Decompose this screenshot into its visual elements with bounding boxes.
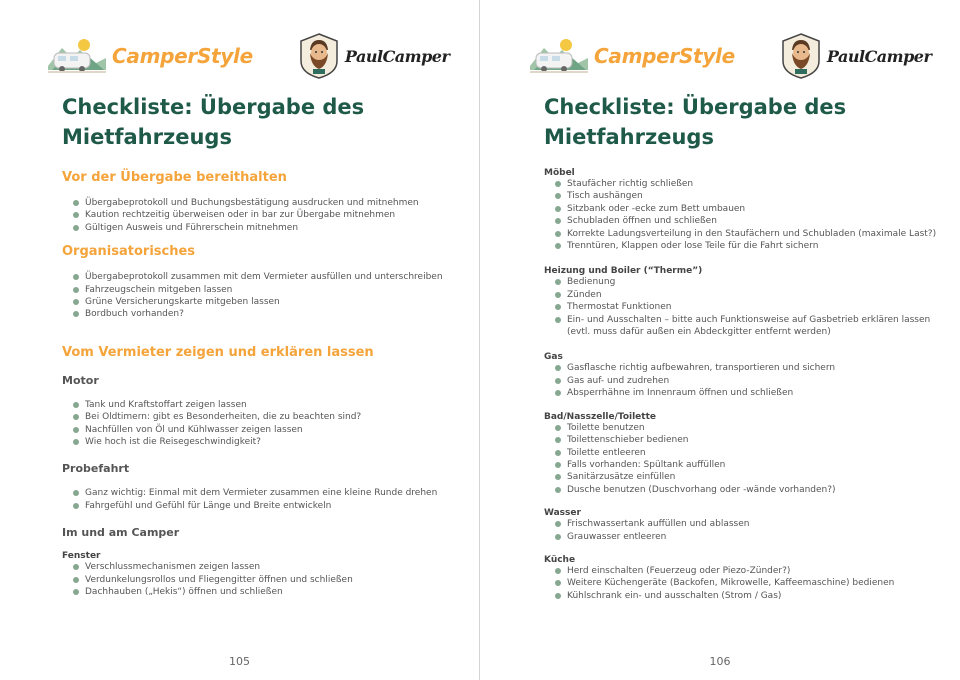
- title-line-2: Mietfahrzeugs: [544, 125, 714, 149]
- list-item: Schubladen öffnen und schließen: [555, 215, 944, 227]
- subheading-kitchen: Küche: [544, 554, 576, 565]
- camper-van-icon: [46, 36, 108, 76]
- section-heading-landlord: Vom Vermieter zeigen und erklären lassen: [62, 344, 374, 360]
- list-item: Bedienung: [555, 276, 944, 288]
- left-content: [62, 170, 462, 599]
- subheading-windows: Fenster: [62, 551, 101, 562]
- list-item: Toilette entleeren: [555, 447, 944, 459]
- list-item: Grüne Versicherungskarte mitgeben lassen: [73, 296, 462, 308]
- list-item: Übergabeprotokoll zusammen mit dem Vermieter ausfüllen und unterschreiben: [73, 271, 462, 283]
- list-item: Weitere Küchengeräte (Backofen, Mikrowelle, Kaffeemaschine) bedienen: [555, 577, 944, 589]
- gas-list: [555, 362, 944, 399]
- page-right: [480, 0, 960, 680]
- list-item: Toilette benutzen: [555, 422, 944, 434]
- subheading-furniture: Möbel: [544, 168, 575, 178]
- list-item: Grauwasser entleeren: [555, 531, 944, 543]
- list-item: Zünden: [555, 289, 944, 301]
- list-item: Übergabeprotokoll und Buchungsbestätigung ausdrucken und mitnehmen: [73, 197, 462, 209]
- list-item: Sitzbank oder -ecke zum Bett umbauen: [555, 203, 944, 215]
- list-item: Falls vorhanden: Spültank auffüllen: [555, 459, 944, 471]
- list-item: Verdunkelungsrollos und Fliegengitter öffnen und schließen: [73, 574, 462, 586]
- subheading-bathroom: Bad/Nasszelle/Toilette: [544, 411, 656, 422]
- right-content: [544, 168, 944, 602]
- testdrive-list: [73, 487, 462, 512]
- subheading-heating: Heizung und Boiler (“Therme”): [544, 266, 703, 277]
- title-line-2: Mietfahrzeugs: [62, 125, 232, 149]
- water-list: [555, 518, 944, 543]
- logo-bar: [46, 28, 449, 84]
- subheading-water: Wasser: [544, 508, 581, 519]
- section-heading-prepare: Vor der Übergabe bereithalten: [62, 170, 287, 185]
- list-item: Sanitärzusätze einfüllen: [555, 471, 944, 483]
- bathroom-list: [555, 422, 944, 496]
- list-item: Staufächer richtig schließen: [555, 178, 944, 190]
- camperstyle-logo: [46, 36, 253, 76]
- paulcamper-wordmark: PaulCamper: [344, 46, 450, 66]
- logo-bar: [528, 28, 931, 84]
- paulcamper-wordmark: PaulCamper: [826, 46, 932, 66]
- bearded-man-badge-icon: [781, 33, 821, 79]
- list-item: Dachhauben („Hekis“) öffnen und schließen: [73, 586, 462, 598]
- list-item: Fahrgefühl und Gefühl für Länge und Breite entwickeln: [73, 500, 462, 512]
- kitchen-list: [555, 565, 944, 602]
- list-item: Absperrhähne im Innenraum öffnen und schließen: [555, 387, 944, 399]
- list-item: Gasflasche richtig aufbewahren, transportieren und sichern: [555, 362, 944, 374]
- list-item: Fahrzeugschein mitgeben lassen: [73, 284, 462, 296]
- list-item: Korrekte Ladungsverteilung in den Staufächern und Schubladen (maximale Last?): [555, 228, 944, 240]
- page-title: [62, 92, 422, 152]
- subheading-testdrive: Probefahrt: [62, 462, 130, 476]
- list-item: Tank und Kraftstoffart zeigen lassen: [73, 399, 462, 411]
- subheading-camper: Im und am Camper: [62, 526, 180, 540]
- list-item: Gas auf- und zudrehen: [555, 375, 944, 387]
- list-item: Tisch aushängen: [555, 190, 944, 202]
- section-heading-organisational: Organisatorisches: [62, 244, 196, 260]
- list-item: Frischwassertank auffüllen und ablassen: [555, 518, 944, 530]
- list-item: Bordbuch vorhanden?: [73, 308, 462, 320]
- page-title: [544, 92, 904, 152]
- windows-list: [73, 561, 462, 598]
- list-item: Wie hoch ist die Reisegeschwindigkeit?: [73, 436, 462, 448]
- camperstyle-wordmark: CamperStyle: [112, 44, 253, 68]
- camperstyle-logo: [528, 36, 735, 76]
- list-item: Ganz wichtig: Einmal mit dem Vermieter zusammen eine kleine Runde drehen: [73, 487, 462, 499]
- subheading-gas: Gas: [544, 352, 563, 363]
- paulcamper-logo: [299, 33, 450, 79]
- bearded-man-badge-icon: [299, 33, 339, 79]
- list-item: Ein- und Ausschalten – bitte auch Funktionsweise auf Gasbetrieb erklären lassen (evtl. muss dafür außen ein Abdeckgitter entfernt werden): [555, 314, 944, 339]
- camper-van-icon: [528, 36, 590, 76]
- title-line-1: Checkliste: Übergabe des: [544, 95, 847, 119]
- list-item: Dusche benutzen (Duschvorhang oder -wände vorhanden?): [555, 484, 944, 496]
- list-item: Herd einschalten (Feuerzeug oder Piezo-Zünder?): [555, 565, 944, 577]
- list-item: Kaution rechtzeitig überweisen oder in bar zur Übergabe mitnehmen: [73, 209, 462, 221]
- list-item: Toilettenschieber bedienen: [555, 434, 944, 446]
- furniture-list: [555, 178, 944, 252]
- page-number: 106: [709, 655, 731, 668]
- list-item: Verschlussmechanismen zeigen lassen: [73, 561, 462, 573]
- prepare-list: [73, 197, 462, 234]
- list-item: Gültigen Ausweis und Führerschein mitnehmen: [73, 222, 462, 234]
- title-line-1: Checkliste: Übergabe des: [62, 95, 365, 119]
- list-item: Thermostat Funktionen: [555, 301, 944, 313]
- list-item: Trenntüren, Klappen oder lose Teile für die Fahrt sichern: [555, 240, 944, 252]
- list-item: Nachfüllen von Öl und Kühlwasser zeigen lassen: [73, 424, 462, 436]
- camperstyle-wordmark: CamperStyle: [594, 44, 735, 68]
- list-item: Kühlschrank ein- und ausschalten (Strom / Gas): [555, 590, 944, 602]
- heating-list: [555, 276, 944, 338]
- subheading-motor: Motor: [62, 373, 99, 387]
- list-item: Bei Oldtimern: gibt es Besonderheiten, die zu beachten sind?: [73, 411, 462, 423]
- page-number: 105: [229, 655, 250, 668]
- motor-list: [73, 399, 462, 449]
- paulcamper-logo: [781, 33, 932, 79]
- organisational-list: [73, 271, 462, 321]
